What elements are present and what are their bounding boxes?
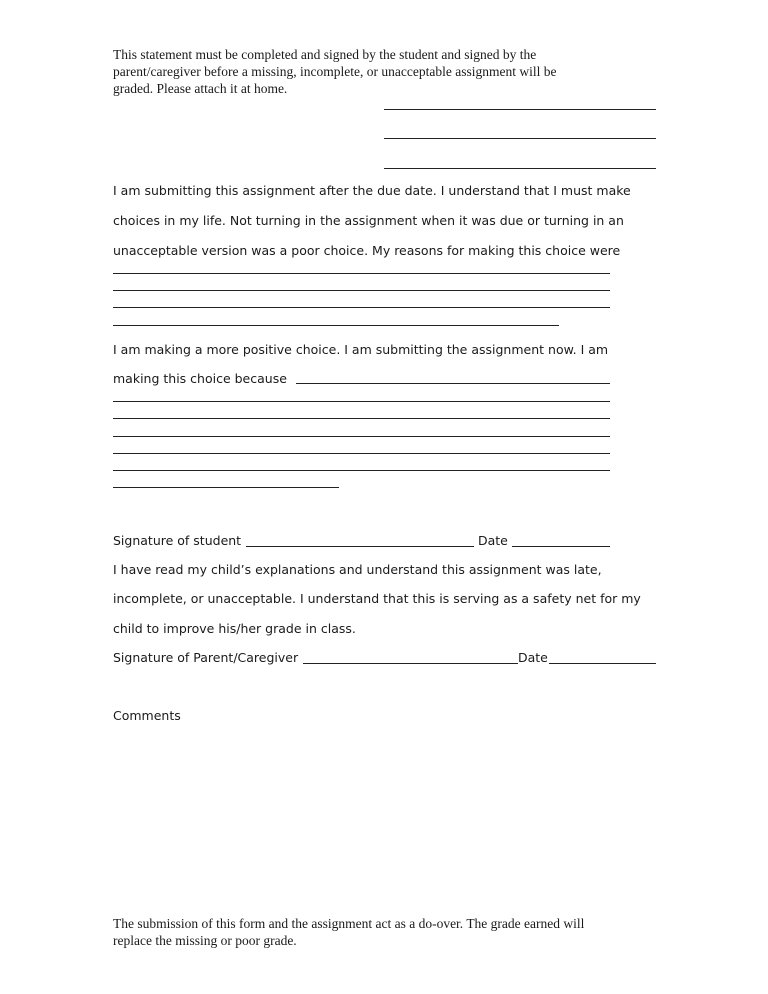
student-signature-label: Signature of student — [113, 533, 242, 548]
student-date-label: Date — [478, 533, 508, 548]
parent-date-line[interactable] — [549, 663, 656, 664]
header-blank-line[interactable] — [384, 109, 656, 110]
comments-area[interactable] — [113, 728, 656, 898]
intro-line: graded. Please attach it at home. — [113, 81, 288, 96]
because-blank-line[interactable] — [113, 453, 610, 454]
footer-paragraph — [113, 915, 584, 949]
because-blank-line[interactable] — [113, 487, 339, 488]
comments-label: Comments — [113, 708, 181, 723]
intro-line: parent/caregiver before a missing, incomplete, or unacceptable assignment will be — [113, 64, 557, 79]
late-statement-line: I am submitting this assignment after the due date. I understand that I must make — [113, 183, 631, 198]
parent-signature-line[interactable] — [303, 663, 518, 664]
reasons-blank-line[interactable] — [113, 325, 559, 326]
parent-signature-label: Signature of Parent/Caregiver — [113, 650, 299, 665]
positive-choice-line: I am making a more positive choice. I am submitting the assignment now. I am — [113, 342, 609, 357]
header-blank-line[interactable] — [384, 168, 656, 169]
because-blank-line[interactable] — [113, 401, 610, 402]
intro-line: This statement must be completed and signed by the student and signed by the — [113, 47, 537, 62]
because-blank-line[interactable] — [113, 436, 610, 437]
reasons-blank-line[interactable] — [113, 307, 610, 308]
parent-statement-line: incomplete, or unacceptable. I understand that this is serving as a safety net for my — [113, 591, 641, 606]
student-date-line[interactable] — [512, 546, 610, 547]
header-blank-line[interactable] — [384, 138, 656, 139]
because-blank-line[interactable] — [113, 418, 610, 419]
late-statement-line: choices in my life. Not turning in the assignment when it was due or turning in an — [113, 213, 624, 228]
because-blank-line[interactable] — [296, 383, 610, 384]
late-statement-line: unacceptable version was a poor choice. My reasons for making this choice were — [113, 243, 621, 258]
parent-statement-line: child to improve his/her grade in class. — [113, 621, 356, 636]
reasons-blank-line[interactable] — [113, 273, 610, 274]
student-signature-line[interactable] — [246, 546, 474, 547]
intro-paragraph — [113, 46, 556, 97]
because-blank-line[interactable] — [113, 470, 610, 471]
parent-date-label: Date — [518, 650, 548, 665]
footer-line: The submission of this form and the assignment act as a do-over. The grade earned will — [113, 916, 585, 931]
parent-statement-line: I have read my child’s explanations and understand this assignment was late, — [113, 562, 602, 577]
reasons-blank-line[interactable] — [113, 290, 610, 291]
footer-line: replace the missing or poor grade. — [113, 933, 297, 948]
positive-choice-line: making this choice because — [113, 371, 287, 386]
